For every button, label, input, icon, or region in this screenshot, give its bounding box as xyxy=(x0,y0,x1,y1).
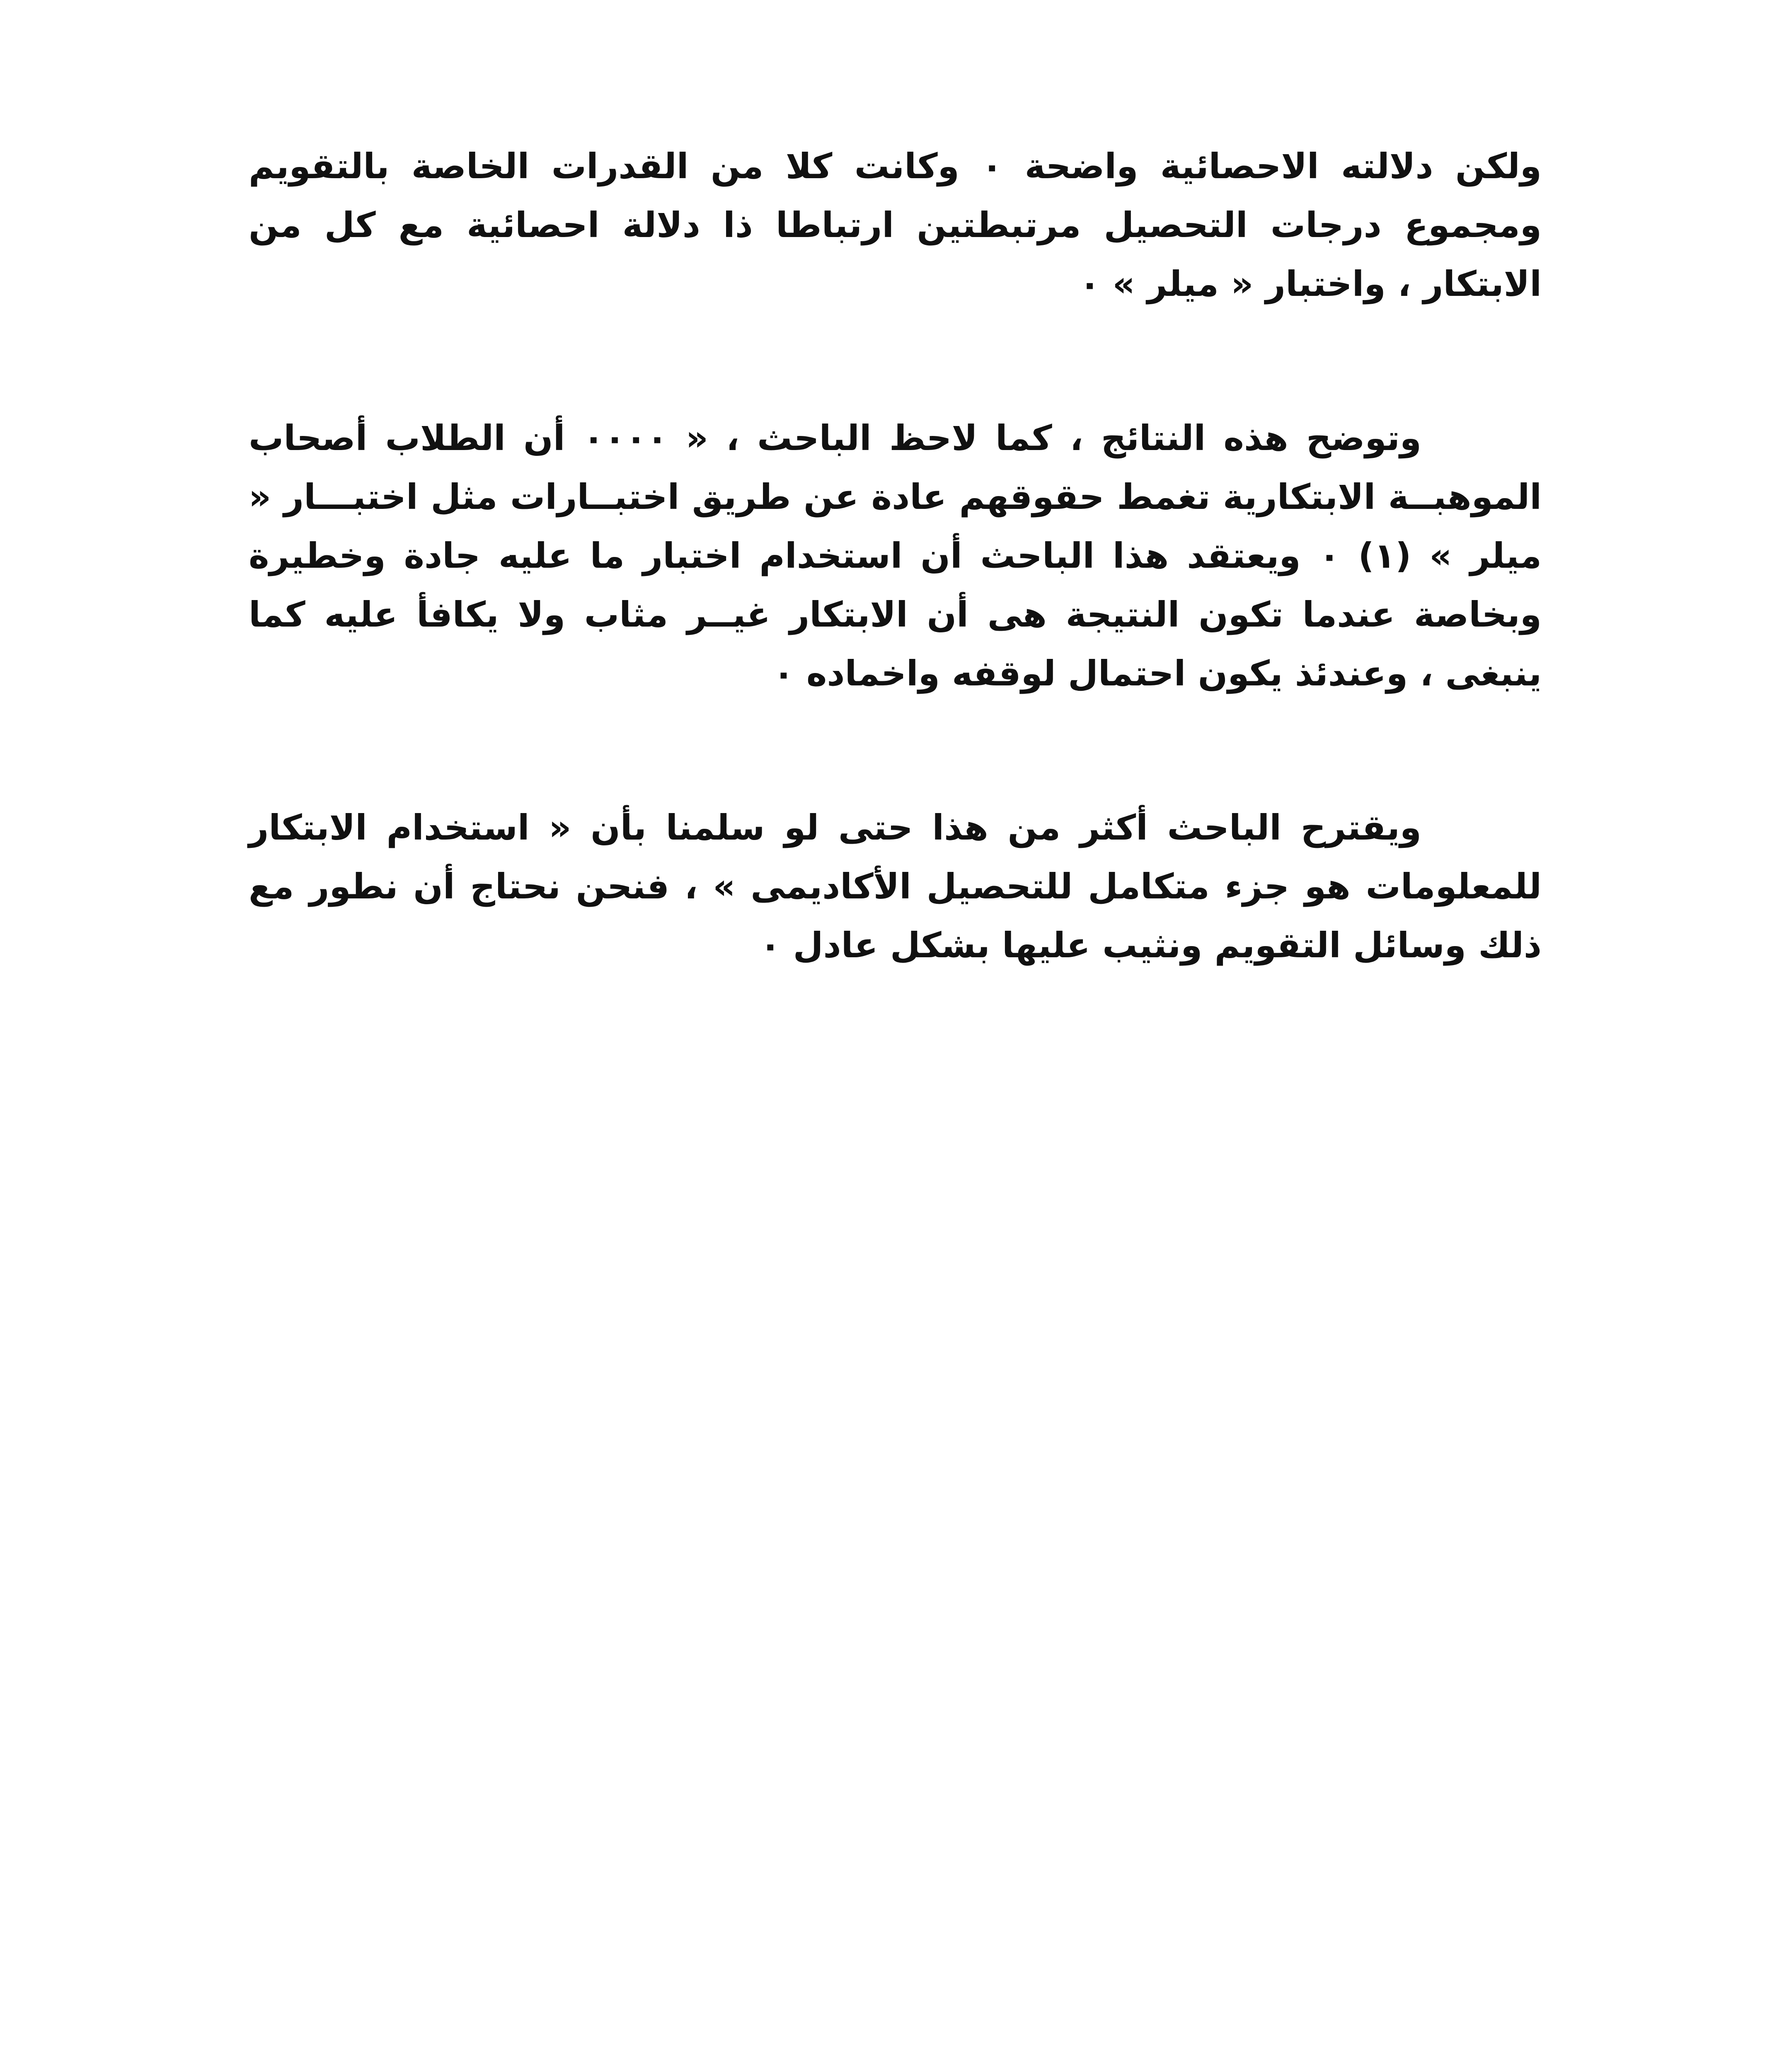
body-text xyxy=(249,137,1542,1070)
paragraph-2: وتوضح هذه النتائج ، كما لاحظ الباحث ، « ٠٠٠٠ أن الطلاب أصحاب الموهبــة الابتكارية تغمط حقوقهم عادة عن طريق اختبــارات مثل اختبـــار « ميلر » (١) ٠ ويعتقد هذا الباحث أن استخدام اختبار ما عليه جادة وخطيرة وبخاصة عندما تكون النتيجة هى أن الابتكار غيــر مثاب ولا يكافأ عليه كما ينبغى ، وعندئذ يكون احتمال لوقفه واخماده ٠ xyxy=(249,418,1542,694)
paragraph-3: ويقترح الباحث أكثر من هذا حتى لو سلمنا بأن « استخدام الابتكار للمعلومات هو جزء متكامل للتحصيل الأكاديمى » ، فنحن نحتاج أن نطور مع ذلك وسائل التقويم ونثيب عليها بشكل عادل ٠ xyxy=(249,807,1542,966)
paragraph-1: ولكن دلالته الاحصائية واضحة ٠ وكانت كلا من القدرات الخاصة بالتقويم ومجموع درجات التحصيل مرتبطتين ارتباطا ذا دلالة احصائية مع كل من الابتكار ، واختبار « ميلر » ٠ xyxy=(249,146,1542,304)
